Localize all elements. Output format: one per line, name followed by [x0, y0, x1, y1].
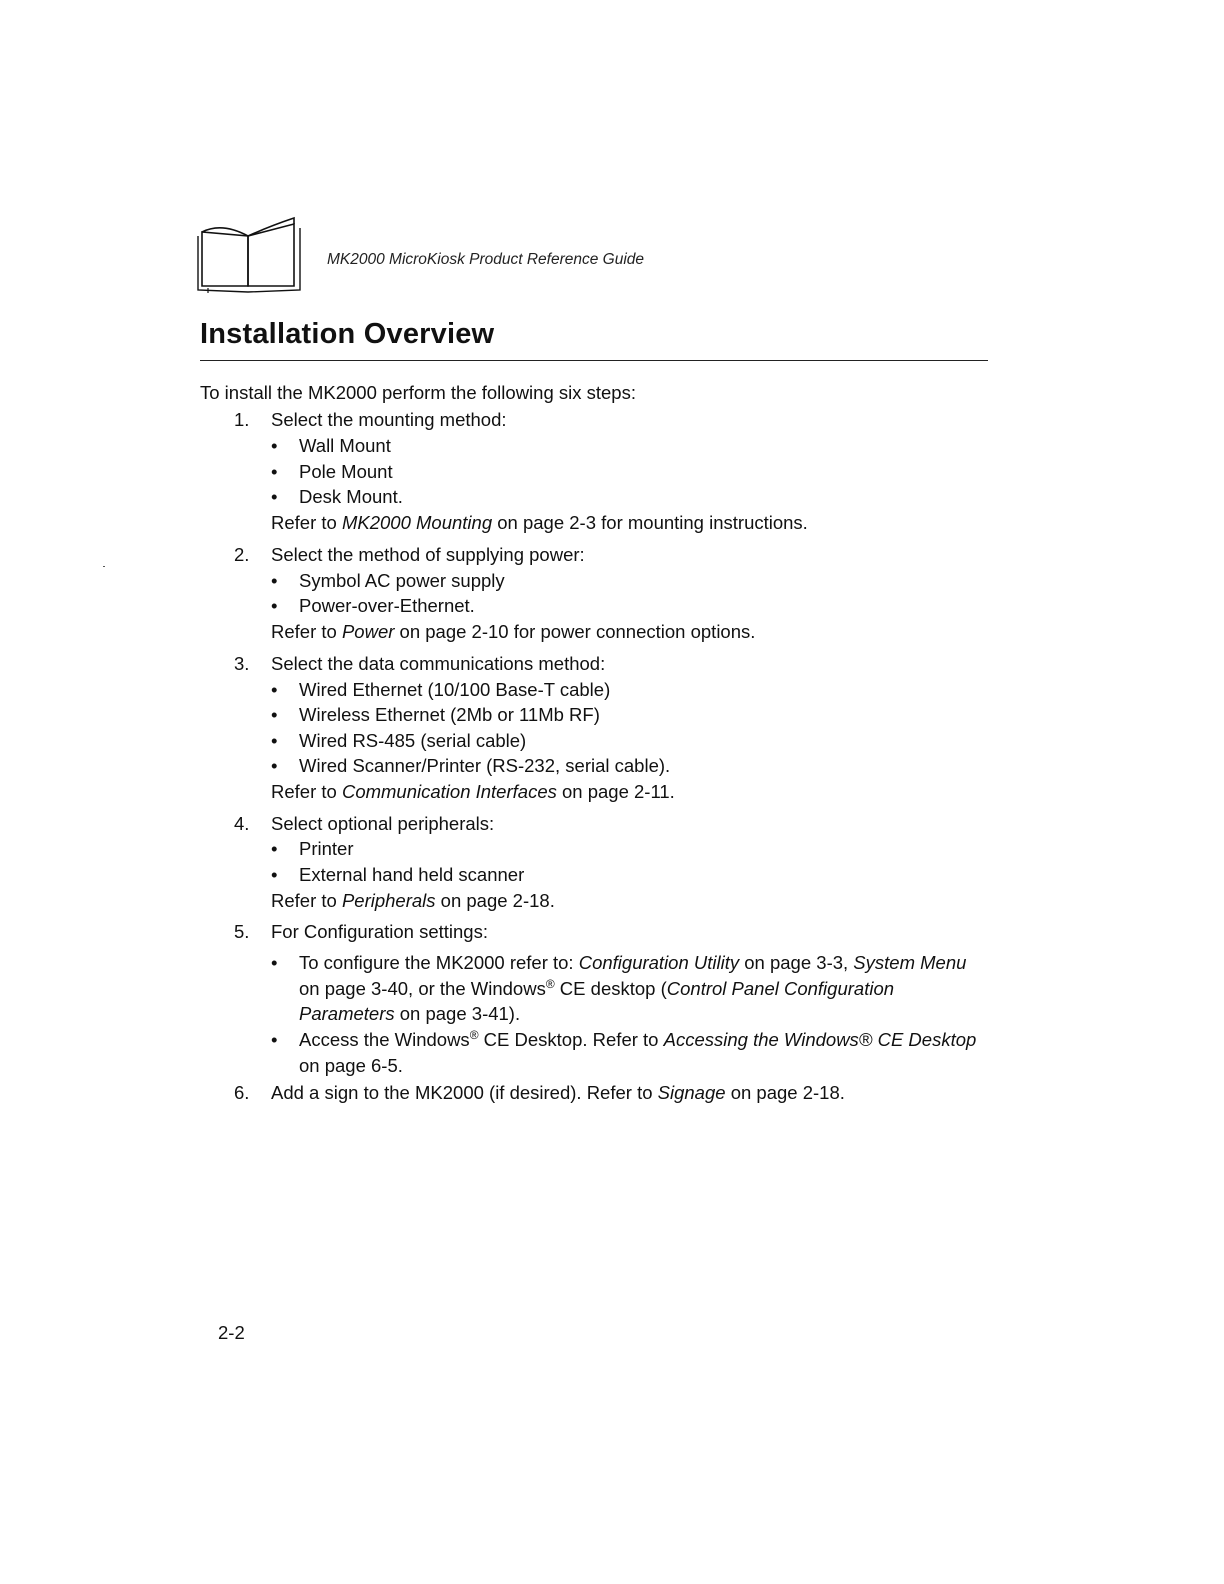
cross-reference-link: System Menu [853, 952, 967, 973]
step-text: Select the mounting method: [271, 409, 507, 430]
title-divider [200, 360, 988, 361]
step-number: 3. [234, 653, 250, 674]
intro-paragraph: To install the MK2000 perform the following six steps: [200, 382, 636, 403]
refer-line: Refer to Peripherals on page 2-18. [271, 890, 555, 911]
step-text: Select optional peripherals: [271, 813, 495, 834]
section-title: Installation Overview [200, 318, 495, 350]
config-bullet-text: To configure the MK2000 refer to: Configuration Utility on page 3-3, System Menu on page 3-40, or the Windows® CE desktop (Control Panel Configuration Parameters on page 3-41). [299, 952, 967, 1024]
step-number: 6. [234, 1082, 250, 1103]
cross-reference-link: Control Panel Configuration Parameters [299, 977, 895, 1024]
step-text: Add a sign to the MK2000 (if desired). Refer to Signage on page 2-18. [271, 1082, 845, 1103]
step-number: 1. [234, 409, 250, 430]
running-header: MK2000 MicroKiosk Product Reference Guide [327, 251, 645, 268]
cross-reference-link: Configuration Utility [578, 952, 740, 973]
cross-reference-link: Power [341, 621, 395, 642]
cross-reference-link: Peripherals [341, 890, 436, 911]
config-bullet-text: Access the Windows® CE Desktop. Refer to Accessing the Windows® CE Desktop on page 6-5. [299, 1027, 977, 1076]
cross-reference-link: Signage [657, 1082, 726, 1103]
refer-line: Refer to Power on page 2-10 for power connection options. [271, 621, 756, 642]
book-icon [196, 214, 304, 296]
scan-mark [103, 566, 105, 567]
step-text: For Configuration settings: [271, 921, 488, 942]
registered-mark: ® [545, 976, 555, 991]
page-number: 2-2 [218, 1322, 245, 1343]
step-number: 4. [234, 813, 250, 834]
refer-line: Refer to Communication Interfaces on page 2-11. [271, 781, 675, 802]
cross-reference-link: MK2000 Mounting [341, 512, 493, 533]
registered-mark: ® [469, 1027, 479, 1042]
cross-reference-link: Communication Interfaces [341, 781, 557, 802]
step-number: 5. [234, 921, 250, 942]
step-text: Select the method of supplying power: [271, 544, 585, 565]
step-number: 2. [234, 544, 250, 565]
refer-line: Refer to MK2000 Mounting on page 2-3 for mounting instructions. [271, 512, 808, 533]
document-page: MK2000 MicroKiosk Product Reference Guide Installation Overview To install the MK2000 perform the following six steps: 1. Select the mounting method: • Wall Mount • Pole Mount • Desk Mount. Refer to MK2000 Mounting on page 2-3 for mounting instructions. 2. Select the method of supplying power: • Symbol AC power supply • Power-over-Ethernet. Refer to Power on page 2-10 for power connection options. 3. Select the data communications method: • Wired Ethernet (10/100 Base-T cable) • Wireless Ethernet (2Mb or 11Mb RF) • Wired RS-485 (serial cable) • Wired Scanner/Printer (RS-232, serial cable). Refer to Communication Interfaces on page 2-11. 4. Select optional peripherals: • Printer • External hand held scanner Refer to Peripherals on page 2-18. 5. For Configuration settings: • To configure the MK2000 refer to: Configuration Utility on page 3-3, System Menu on page 3-40, or the Windows® CE desktop (Control Panel Configuration Parameters on page 3-41). • Access the Windows® CE Desktop. Refer to Accessing the Windows® CE Desktop on page 6-5. 6. Add a sign to the MK2000 (if desired). Refer to Signage on page 2-18. 2-2 [0, 0, 1224, 1584]
cross-reference-link: Accessing the Windows® CE Desktop [663, 1029, 977, 1050]
step-text: Select the data communications method: [271, 653, 606, 674]
